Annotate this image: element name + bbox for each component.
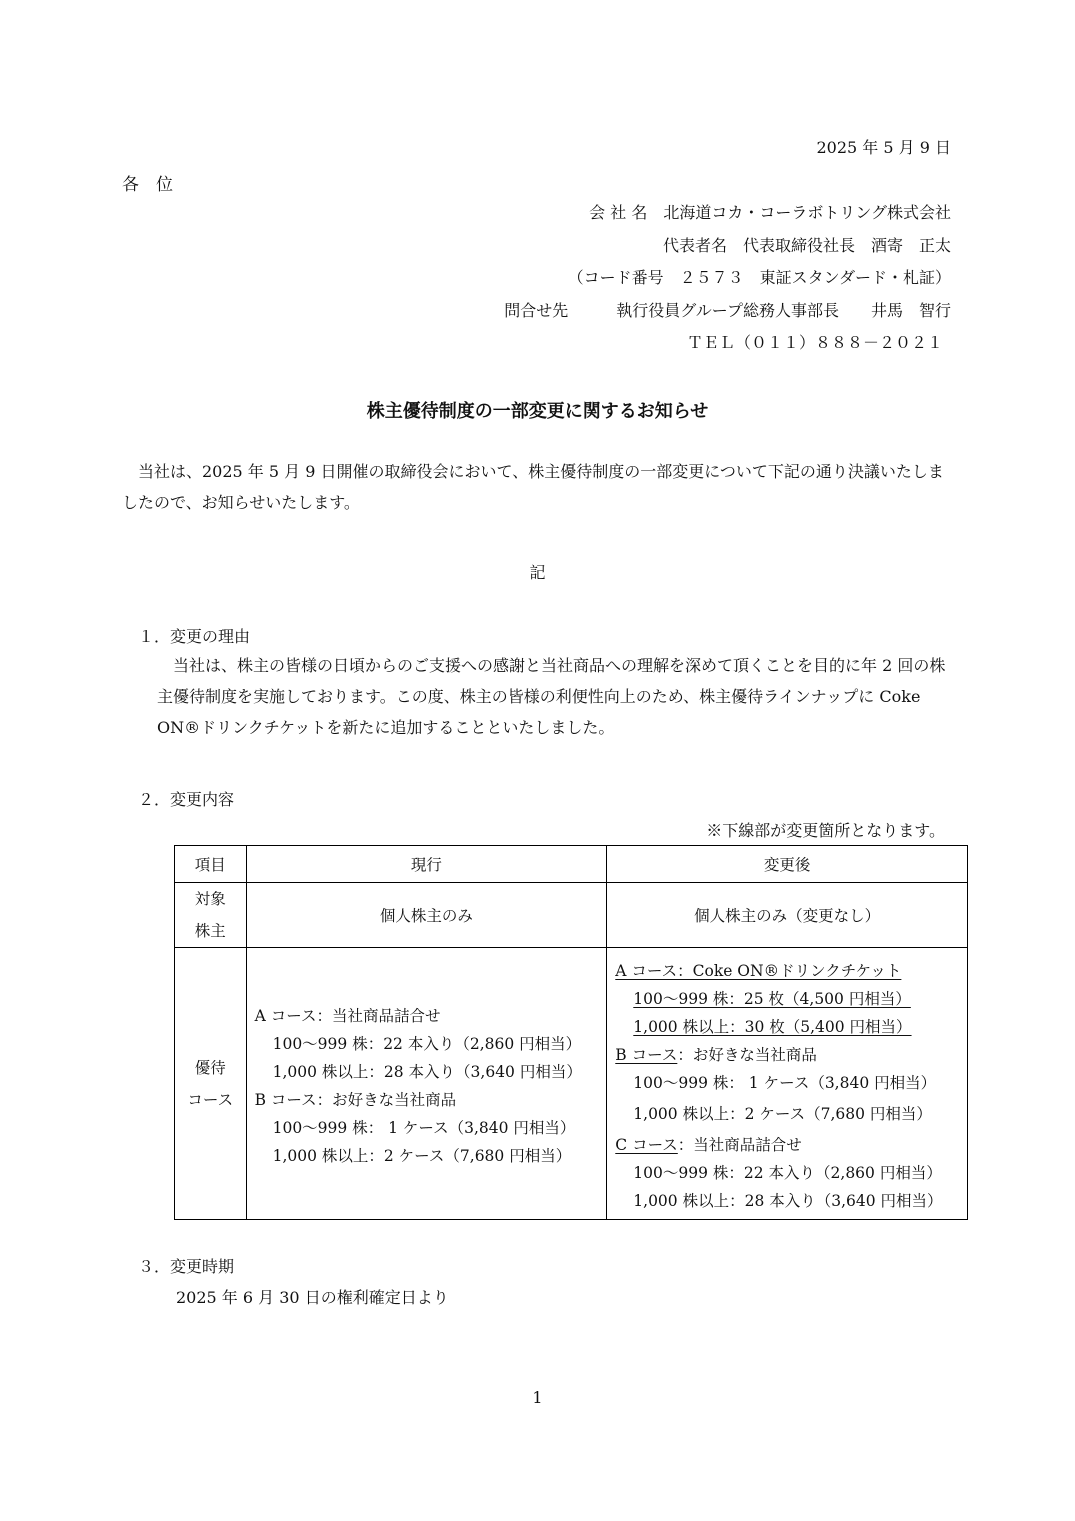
course-c-label: C コース	[615, 1136, 678, 1154]
course-b-title: B コース：お好きな当社商品	[254, 1091, 457, 1109]
label-line: コース	[187, 1090, 234, 1109]
course-c-title	[615, 1131, 967, 1159]
course-line: 1,000 株以上：28 本入り（3,640 円相当）	[633, 1192, 943, 1210]
addressee: 各 位	[122, 175, 173, 195]
course-line-text: 100～999 株：25 枚（4,500 円相当）	[633, 990, 911, 1008]
course-line: 100～999 株： 1 ケース（3,840 円相当）	[633, 1074, 937, 1092]
comparison-table	[174, 845, 968, 1220]
course-a-title: A コース：Coke ON®ドリンクチケット	[615, 962, 902, 980]
course-a-title: A コース：当社商品詰合せ	[254, 1007, 441, 1025]
header-item: 項目	[175, 846, 247, 883]
document-date: 2025 年 5 月 9 日	[816, 138, 951, 157]
course-line-text: 1,000 株以上：30 枚（5,400 円相当）	[633, 1018, 912, 1036]
after-course	[607, 948, 968, 1220]
company-name: 会 社 名 北海道コカ・コーラボトリング株式会社	[589, 203, 951, 222]
current-target: 個人株主のみ	[246, 883, 607, 948]
label-line: 株主	[194, 922, 226, 940]
label-line: 優待	[194, 1058, 226, 1077]
contact-tel: ＴＥＬ（０１１）８８８－２０２１	[686, 333, 943, 352]
table-row-course	[175, 948, 968, 1220]
course-line: 100～999 株：22 本入り（2,860 円相当）	[272, 1035, 582, 1053]
course-c-desc: ：当社商品詰合せ	[677, 1136, 802, 1154]
section2-heading: ２．変更内容	[138, 790, 235, 809]
header-current: 現行	[246, 846, 607, 883]
header-after: 変更後	[607, 846, 968, 883]
course-line: 100～999 株：22 本入り（2,860 円相当）	[633, 1164, 942, 1182]
intro-paragraph: 当社は、2025 年 5 月 9 日開催の取締役会において、株主優待制度の一部変更について下記の通り決議いたしましたので、お知らせいたします。	[122, 462, 944, 512]
course-line	[615, 1013, 967, 1041]
course-line: 1,000 株以上：2 ケース（7,680 円相当）	[272, 1147, 572, 1165]
label-line: 対象	[194, 890, 226, 908]
current-course	[246, 948, 607, 1220]
course-line	[615, 985, 967, 1013]
course-line: 1,000 株以上：2 ケース（7,680 円相当）	[633, 1105, 932, 1123]
after-target: 個人株主のみ（変更なし）	[607, 883, 968, 948]
stock-code: （コード番号 ２５７３ 東証スタンダード・札証）	[567, 268, 951, 287]
table-row-target	[175, 883, 968, 948]
course-b-title	[615, 1041, 967, 1069]
row-label-course	[175, 948, 247, 1220]
course-line: 100～999 株： 1 ケース（3,840 円相当）	[272, 1119, 576, 1137]
change-note: ※下線部が変更箇所となります。	[706, 821, 945, 840]
course-line: 1,000 株以上：28 本入り（3,640 円相当）	[272, 1063, 582, 1081]
course-b-label: B コース	[615, 1046, 678, 1064]
ki-marker: 記	[529, 563, 546, 582]
section3-body: 2025 年 6 月 30 日の権利確定日より	[176, 1288, 449, 1307]
table-header-row	[175, 846, 968, 883]
page-number: 1	[532, 1388, 543, 1407]
representative: 代表者名 代表取締役社長 酒寄 正太	[662, 236, 951, 255]
course-b-desc: ：お好きな当社商品	[677, 1046, 817, 1064]
contact-person: 問合せ先 執行役員グループ総務人事部長 井馬 智行	[504, 301, 951, 320]
section1-heading: １．変更の理由	[138, 627, 251, 646]
row-label-target	[175, 883, 247, 948]
section1-body: 当社は、株主の皆様の日頃からのご支援への感謝と当社商品への理解を深めて頂くことを目的に年 2 回の株主優待制度を実施しております。この度、株主の皆様の利便性向上のため、株主優待ラインナップに Coke ON®ドリンクチケットを新たに追加することといたしました。	[157, 656, 946, 737]
document-title: 株主優待制度の一部変更に関するお知らせ	[366, 401, 709, 422]
section3-heading: ３．変更時期	[138, 1257, 235, 1276]
